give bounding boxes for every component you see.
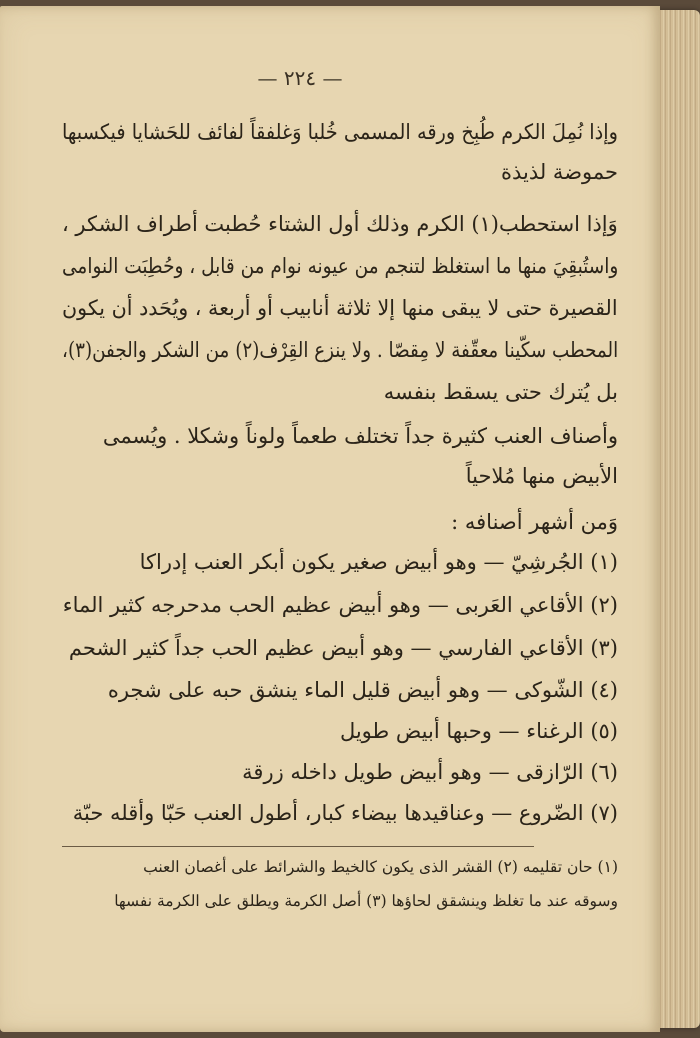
footnote-line: (١) حان تقليمه (٢) القشر الذى يكون كالخيط والشرائط على أغصان العنب — [143, 858, 618, 876]
footnote-line: وسوقه عند ما تغلظ وينشقق لحاؤها (٣) أصل الكرمة ويطلق على الكرمة نفسها — [114, 892, 618, 910]
body-line: وَمن أشهر أصنافه : — [451, 510, 618, 534]
body-line: القصيرة حتى لا يبقى منها إلا ثلاثة أنابيب أو أربعة ، ويُحَدد أن يكون — [62, 296, 618, 320]
body-line: وإذا نُمِلَ الكرم طُبِخ ورقه المسمى خُلبا وَغلفقاً لفائف للحَشايا فيكسبها — [62, 120, 618, 144]
variety-item: (٢) الأقاعي العَربى — وهو أبيض عظيم الحب مدحرجه كثير الماء — [62, 593, 618, 617]
variety-item: (٦) الرّازقى — وهو أبيض طويل داخله زرقة — [242, 760, 618, 784]
footnote-divider — [62, 846, 534, 847]
body-line: وَإذا استحطب(١) الكرم وذلك أول الشتاء حُطبت أطراف الشكر ، — [62, 212, 618, 236]
variety-item: (٧) الضّروع — وعناقيدها بيضاء كبار، أطول العنب حَبّا وأقله حبّة — [72, 801, 618, 825]
variety-item: (١) الجُرشِيّ — وهو أبيض صغير يكون أبكر العنب إدراكا — [139, 550, 618, 574]
variety-item: (٥) الرغناء — وحبها أبيض طويل — [339, 719, 618, 743]
variety-item: (٣) الأقاعي الفارسي — وهو أبيض عظيم الحب جداً كثير الشحم — [68, 636, 618, 660]
page-number: — ٢٢٤ — — [257, 66, 343, 90]
body-line: الأبيض منها مُلاحياً — [465, 464, 618, 488]
body-line: بل يُترك حتى يسقط بنفسه — [383, 380, 618, 404]
variety-item: (٤) الشّوكى — وهو أبيض قليل الماء ينشق حبه على شجره — [107, 678, 618, 702]
body-line: واستُبقِيَ منها ما استغلظ لتنجم من عيونه نوام من قابل ، وحُطِبَت النوامى — [61, 254, 618, 278]
body-line: وأصناف العنب كثيرة جداً تختلف طعماً ولوناً وشكلا . ويُسمى — [102, 424, 618, 448]
body-line: حموضة لذيذة — [500, 160, 618, 184]
body-line: المحطب سكّينا معقّفة لا مِقصّا . ولا ينزع القِرْف(٢) من الشكر والجفن(٣)، — [61, 338, 618, 362]
